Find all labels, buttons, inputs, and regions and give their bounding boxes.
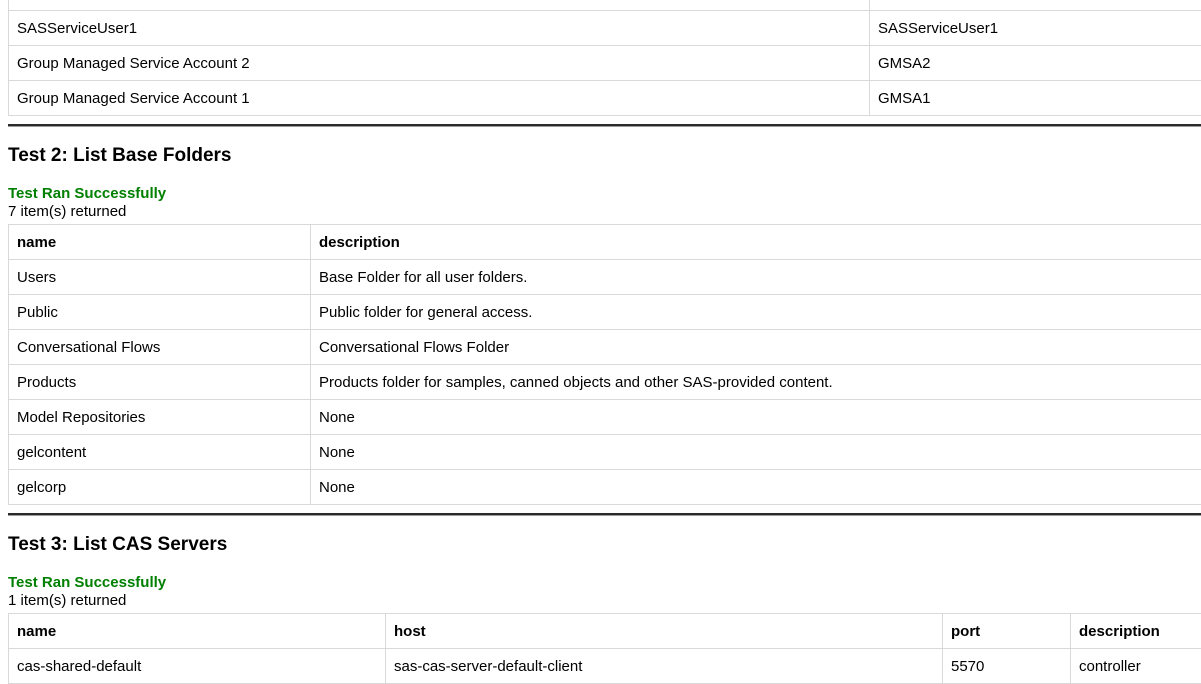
- table-cell: GMSA1: [870, 81, 1201, 116]
- table-cell: Group Managed Service Account 1: [9, 81, 870, 116]
- section-divider: [8, 513, 1201, 516]
- table-cell: Public folder for general access.: [311, 295, 1201, 330]
- table-cell: Conversational Flows: [9, 330, 311, 365]
- cas-servers-results-table: [8, 613, 1201, 684]
- table-row: [9, 330, 1201, 365]
- table-cell: cas-shared-default: [9, 649, 386, 684]
- table-cell: Group Managed Service Account 2: [9, 46, 870, 81]
- table-row: [9, 260, 1201, 295]
- table-row: [9, 0, 1201, 11]
- table-cell: controller: [1071, 649, 1201, 684]
- table-cell: 5570: [943, 649, 1071, 684]
- test2-item-count: 7 item(s) returned: [8, 203, 1201, 221]
- table-row: [9, 295, 1201, 330]
- test3-status-block: [8, 574, 1201, 610]
- table-cell: sas-cas-server-default-client: [386, 649, 943, 684]
- table-cell: Base Folder for all user folders.: [311, 260, 1201, 295]
- table-row: [9, 470, 1201, 505]
- column-header: name: [9, 614, 386, 649]
- identities-results-table: [8, 0, 1201, 116]
- column-header: name: [9, 225, 311, 260]
- test3-title: Test 3: List CAS Servers: [8, 534, 1201, 556]
- table-row: [9, 46, 1201, 81]
- table-cell: Products folder for samples, canned objects and other SAS-provided content.: [311, 365, 1201, 400]
- table-cell: Conversational Flows Folder: [311, 330, 1201, 365]
- identities-table-body: [9, 0, 1201, 116]
- table-cell: Public: [9, 295, 311, 330]
- cas-servers-table-body: [9, 649, 1201, 684]
- test2-status-block: [8, 185, 1201, 221]
- table-row: [9, 649, 1201, 684]
- column-header: description: [1071, 614, 1201, 649]
- test2-status-text: Test Ran Successfully: [8, 185, 1201, 203]
- table-cell: SASServiceUser1: [9, 11, 870, 46]
- table-cell: GMSA2: [870, 46, 1201, 81]
- table-cell: None: [311, 400, 1201, 435]
- table-cell: gelcontent: [9, 435, 311, 470]
- table-cell: Users: [9, 260, 311, 295]
- table-cell: Model Repositories: [9, 400, 311, 435]
- table-cell: None: [311, 470, 1201, 505]
- table-cell: Products: [9, 365, 311, 400]
- table-header-row: [9, 614, 1201, 649]
- table-row: [9, 365, 1201, 400]
- table-cell: gelcorp: [9, 470, 311, 505]
- table-cell: [870, 0, 1201, 11]
- column-header: host: [386, 614, 943, 649]
- table-cell: [9, 0, 870, 11]
- table-row: [9, 400, 1201, 435]
- column-header: port: [943, 614, 1071, 649]
- base-folders-results-table: [8, 224, 1201, 505]
- test3-status-text: Test Ran Successfully: [8, 574, 1201, 592]
- test2-title: Test 2: List Base Folders: [8, 145, 1201, 167]
- table-row: [9, 11, 1201, 46]
- table-cell: SASServiceUser1: [870, 11, 1201, 46]
- table-row: [9, 435, 1201, 470]
- table-cell: None: [311, 435, 1201, 470]
- column-header: description: [311, 225, 1201, 260]
- table-header-row: [9, 225, 1201, 260]
- base-folders-table-body: [9, 260, 1201, 505]
- test3-item-count: 1 item(s) returned: [8, 592, 1201, 610]
- table-row: [9, 81, 1201, 116]
- section-divider: [8, 124, 1201, 127]
